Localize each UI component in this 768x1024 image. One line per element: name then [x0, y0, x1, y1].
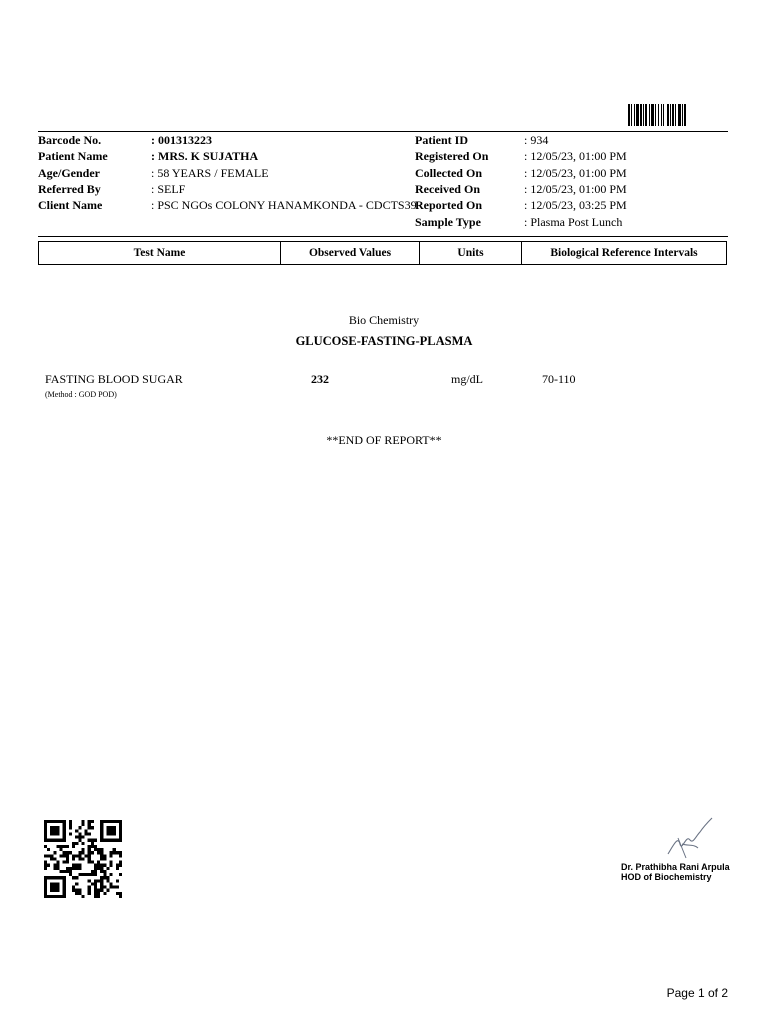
result-value: 232	[311, 372, 329, 386]
barcode-image	[628, 104, 707, 126]
results-table-header	[38, 241, 727, 265]
test-group-title: GLUCOSE-FASTING-PLASMA	[295, 334, 473, 348]
client-name-label: Client Name	[38, 198, 103, 212]
qr-code	[44, 820, 122, 898]
referred-by-value: : SELF	[151, 182, 186, 196]
patient-name-value: : MRS. K SUJATHA	[151, 149, 259, 163]
result-test-name: FASTING BLOOD SUGAR	[45, 372, 183, 386]
received-on-label: Received On	[415, 182, 480, 196]
barcode-value: : 001313223	[151, 133, 212, 147]
signatory-name: Dr. Prathibha Rani Arpula	[621, 862, 730, 872]
signatory-title: HOD of Biochemistry	[621, 872, 712, 882]
client-name-value: : PSC NGOs COLONY HANAMKONDA - CDCTS39	[151, 198, 417, 212]
collected-on-value: : 12/05/23, 01:00 PM	[524, 166, 627, 180]
observed-values-header: Observed Values	[280, 242, 419, 264]
sample-type-label: Sample Type	[415, 215, 481, 229]
page-number: Page 1 of 2	[666, 986, 728, 1000]
department-title: Bio Chemistry	[348, 313, 420, 327]
result-method: (Method : GOD POD)	[45, 390, 117, 399]
units-header: Units	[419, 242, 521, 264]
header-bottom-rule	[38, 236, 728, 237]
reported-on-value: : 12/05/23, 03:25 PM	[524, 198, 627, 212]
referred-by-label: Referred By	[38, 182, 101, 196]
reported-on-label: Reported On	[415, 198, 482, 212]
sample-type-value: : Plasma Post Lunch	[524, 215, 623, 229]
patient-name-label: Patient Name	[38, 149, 108, 163]
patient-id-label: Patient ID	[415, 133, 468, 147]
patient-id-value: : 934	[524, 133, 549, 147]
received-on-value: : 12/05/23, 01:00 PM	[524, 182, 627, 196]
signature-image	[660, 814, 716, 862]
age-gender-value: : 58 YEARS / FEMALE	[151, 166, 269, 180]
end-of-report: **END OF REPORT**	[326, 433, 442, 447]
result-unit: mg/dL	[451, 372, 483, 386]
barcode-label: Barcode No.	[38, 133, 102, 147]
test-name-header: Test Name	[133, 247, 186, 259]
age-gender-label: Age/Gender	[38, 166, 100, 180]
registered-on-value: : 12/05/23, 01:00 PM	[524, 149, 627, 163]
header-top-rule	[38, 131, 728, 132]
result-reference: 70-110	[542, 372, 576, 386]
collected-on-label: Collected On	[415, 166, 482, 180]
reference-header: Biological Reference Intervals	[521, 242, 726, 264]
registered-on-label: Registered On	[415, 149, 489, 163]
